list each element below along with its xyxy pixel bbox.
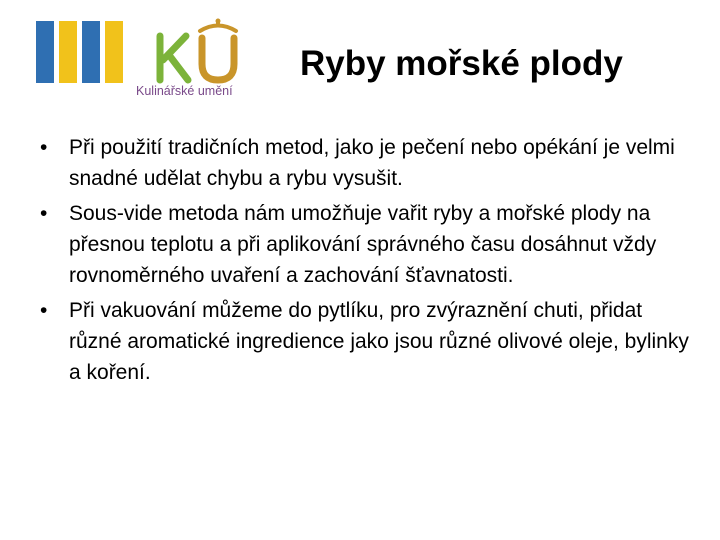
bullet-dot: •: [40, 202, 48, 225]
bullet-dot: •: [40, 299, 48, 322]
logo-bar-yellow: [59, 21, 77, 83]
bullet-item: [40, 295, 690, 388]
bullet-item: [40, 132, 690, 194]
slide-title: Ryby mořské plody: [300, 44, 623, 83]
logo-bar-blue: [82, 21, 100, 83]
logo: [36, 18, 266, 108]
bullet-list: [40, 132, 690, 392]
bullet-item: [40, 198, 690, 291]
bullet-dot: •: [40, 136, 48, 159]
logo-bar-blue: [36, 21, 54, 83]
ku-logo-mark-icon: [150, 18, 260, 88]
bullet-text: Při použití tradičních metod, jako je pečení nebo opékání je velmi snadné udělat chybu a rybu vysušit.: [69, 136, 675, 190]
logo-subtitle: Kulinářské umění: [136, 84, 233, 98]
logo-bar-yellow: [105, 21, 123, 83]
bullet-text: Sous-vide metoda nám umožňuje vařit ryby a mořské plody na přesnou teplotu a při aplikování správného času dosáhnut vždy rovnoměrného uvaření a zachování šťavnatosti.: [69, 202, 657, 287]
bullet-text: Při vakuování můžeme do pytlíku, pro zvýraznění chuti, přidat různé aromatické ingredience jako jsou různé olivové oleje, bylinky a koření.: [69, 299, 689, 384]
